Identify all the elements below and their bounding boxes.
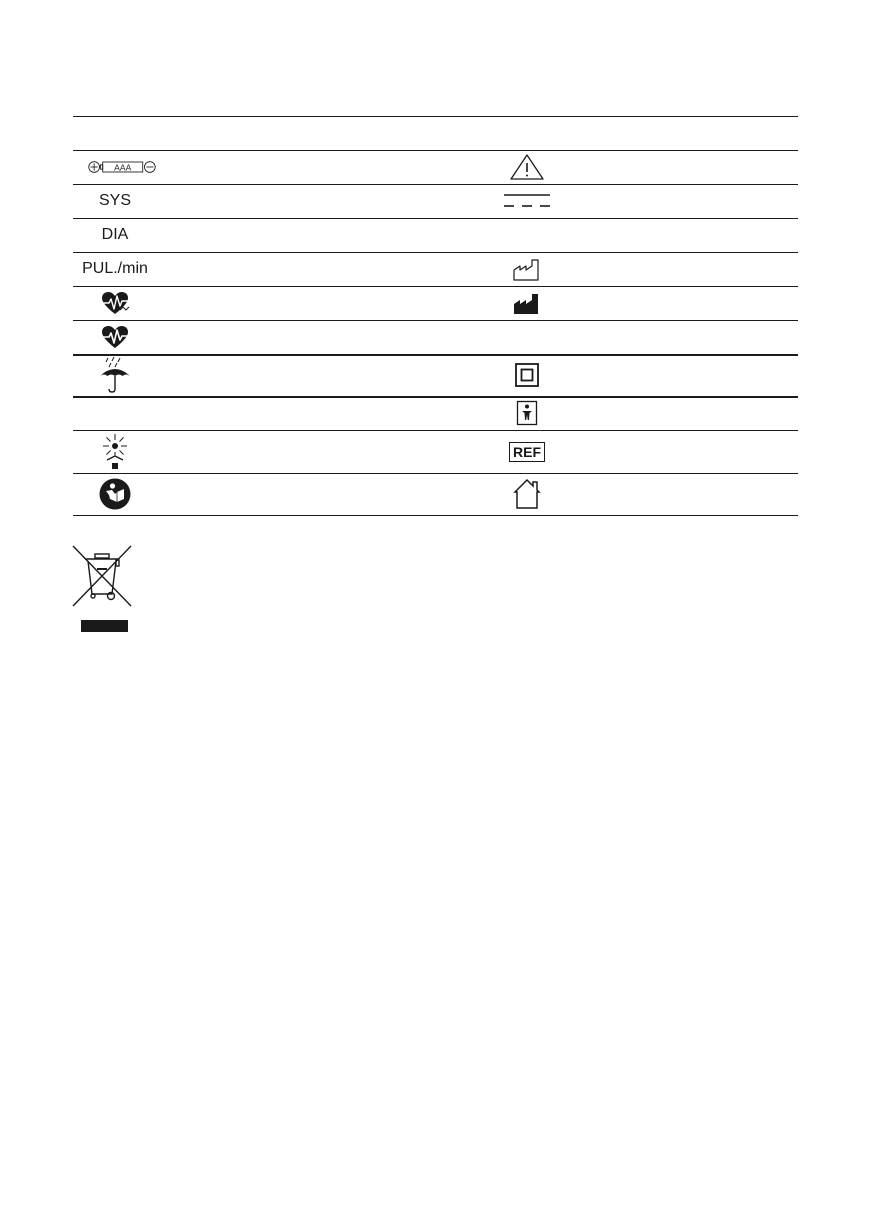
table-row [73,473,157,515]
table-rule [73,396,798,398]
table-rule [73,218,798,219]
weee-crossed-bin-icon [71,544,133,636]
table-row [496,396,558,430]
table-rule [73,150,798,151]
indoor-use-only-icon [512,478,542,510]
table-rule [73,184,798,185]
table-rule [73,286,798,287]
keep-dry-icon [98,356,132,394]
table-rule [73,430,798,431]
table-rule [73,116,798,117]
ref-label: REF [513,443,541,460]
table-row [496,286,558,320]
battery-type-label: AAA [114,162,132,173]
table-rule [73,354,798,356]
table-rule [73,320,798,321]
table-row [73,320,157,354]
battery-polarity-icon [87,156,157,178]
table-rule [73,473,798,474]
follow-instructions-icon [98,477,132,511]
table-row [496,150,558,184]
systolic-label: SYS [98,192,131,209]
table-rule [73,252,798,253]
type-bf-applied-part-icon [516,400,538,426]
weee-disposal-mark [71,544,133,636]
table-row [73,218,157,252]
pulse-label: PUL./min [82,260,148,277]
irregular-heartbeat-icon [100,290,130,316]
table-row [73,354,157,396]
table-row [73,150,157,184]
table-row [496,252,558,286]
direct-current-icon [503,191,551,211]
catalogue-number-icon [509,442,545,462]
table-row [73,286,157,320]
keep-away-from-sunlight-icon [98,432,132,472]
manufacturer-icon [512,290,542,316]
heartbeat-icon [100,324,130,350]
caution-triangle-icon [509,153,545,181]
table-row [73,184,157,218]
table-row [73,252,157,286]
class-ii-equipment-icon [514,362,540,388]
diastolic-label: DIA [101,226,129,243]
table-row [496,184,558,218]
table-row [496,430,558,473]
date-of-manufacture-icon [512,256,542,282]
table-rule [73,515,798,516]
table-row [496,473,558,515]
table-row [496,354,558,396]
table-row [73,430,157,473]
